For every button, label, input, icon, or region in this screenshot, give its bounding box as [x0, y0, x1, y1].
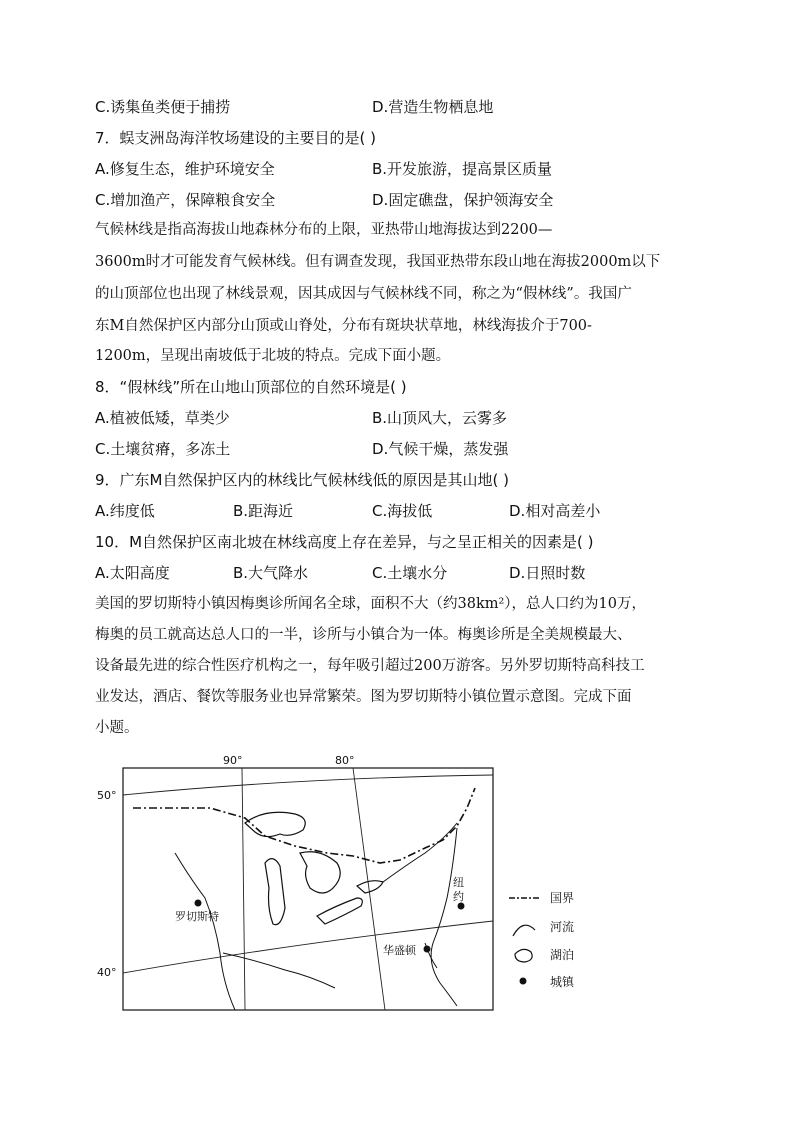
passage2-line: 设备最先进的综合性医疗机构之一，每年吸引超过200万游客。另外罗切斯特高科技工 [95, 658, 645, 674]
ohio-river [223, 953, 335, 988]
q7-option-d: D.固定礁盘，保护领海安全 [372, 191, 554, 209]
passage2-line: 美国的罗切斯特小镇因梅奥诊所闻名全球，面积不大（约38km²），总人口约为10万， [95, 596, 646, 612]
lon-80-label: 80° [335, 754, 355, 767]
passage1-line: 气候林线是指高海拔山地森林分布的上限，亚热带山地海拔达到2200— [95, 222, 553, 238]
q8-stem: 8．“假林线”所在山地山顶部位的自然环境是( ) [95, 378, 407, 396]
q9-option-a: A.纬度低 [95, 502, 155, 520]
lake-ontario [357, 881, 383, 893]
rochester-label: 罗切斯特 [175, 910, 219, 923]
q10-option-b: B.大气降水 [233, 564, 309, 582]
q10-option-d: D.日照时数 [509, 564, 586, 582]
mississippi-river [175, 853, 235, 1010]
legend-river-symbol [513, 925, 535, 936]
passage2-line: 业发达，酒店、餐饮等服务业也异常繁荣。图为罗切斯特小镇位置示意图。完成下面 [95, 689, 632, 705]
q9-option-b: B.距海近 [233, 502, 294, 520]
q10-stem: 10．M自然保护区南北坡在林线高度上存在差异，与之呈正相关的因素是( ) [95, 533, 594, 551]
q10-option-a: A.太阳高度 [95, 564, 170, 582]
st-lawrence-river [383, 823, 457, 882]
passage1-line: 的山顶部位也出现了林线景观，因其成因与气候林线不同，称之为“假林线”。我国广 [95, 286, 632, 302]
latitude-50-line [123, 775, 493, 795]
q8-option-b: B.山顶风大，云雾多 [372, 409, 508, 427]
legend-lake-symbol [515, 949, 532, 962]
lat-50-label: 50° [97, 789, 117, 802]
legend-lake-label: 湖泊 [550, 948, 575, 962]
passage2-line: 小题。 [95, 720, 139, 736]
rochester-location-map [95, 748, 595, 1018]
passage1-line: 3600m时才可能发育气候林线。但有调查发现，我国亚热带东段山地在海拔2000m以下 [95, 254, 661, 270]
lake-huron [300, 852, 340, 893]
passage2-line: 梅奥的员工就高达总人口的一半，诊所与小镇合为一体。梅奥诊所是全美规模最大、 [95, 627, 632, 643]
lake-superior [245, 812, 305, 836]
q6-option-c: C.诱集鱼类便于捕捞 [95, 98, 231, 116]
q7-option-b: B.开发旅游，提高景区质量 [372, 160, 553, 178]
q8-option-a: A.植被低矮，草类少 [95, 409, 230, 427]
legend-border-label: 国界 [550, 891, 575, 905]
lon-90-label: 90° [223, 754, 243, 767]
map-legend [509, 891, 575, 989]
latitude-40-line [123, 921, 493, 973]
lat-40-label: 40° [97, 966, 117, 979]
coast-river [431, 828, 457, 1006]
q8-option-c: C.土壤贫瘠，多冻土 [95, 440, 231, 458]
great-lakes [245, 812, 383, 924]
q8-option-d: D.气候干燥，蒸发强 [372, 440, 509, 458]
q7-option-c: C.增加渔产，保障粮食安全 [95, 191, 276, 209]
q7-option-a: A.修复生态，维护环境安全 [95, 160, 275, 178]
longitude-90-line [242, 768, 245, 1010]
lake-erie [317, 898, 362, 924]
legend-river-label: 河流 [550, 920, 575, 934]
passage1-line: 东M自然保护区内部分山顶或山脊处，分布有斑块状草地，林线海拔介于700- [95, 318, 592, 334]
newyork-label-2: 约 [453, 890, 464, 903]
q9-option-d: D.相对高差小 [509, 502, 601, 520]
legend-town-symbol [520, 978, 527, 985]
q9-stem: 9．广东M自然保护区内的林线比气候林线低的原因是其山地( ) [95, 471, 509, 489]
passage1-line: 1200m，呈现出南坡低于北坡的特点。完成下面小题。 [95, 348, 451, 364]
q6-option-d: D.营造生物栖息地 [372, 98, 494, 116]
legend-town-label: 城镇 [550, 975, 575, 989]
q9-option-c: C.海拔低 [372, 502, 433, 520]
graticule [123, 768, 493, 1010]
lake-michigan [265, 859, 285, 925]
washington-marker [424, 946, 431, 953]
q7-stem: 7．蜈支洲岛海洋牧场建设的主要目的是( ) [95, 129, 377, 147]
newyork-marker [458, 903, 465, 910]
washington-label: 华盛顿 [383, 944, 416, 957]
newyork-label-1: 纽 [453, 876, 464, 889]
map-frame [123, 768, 493, 1010]
longitude-80-line [353, 768, 385, 1010]
rochester-marker [195, 900, 202, 907]
q10-option-c: C.土壤水分 [372, 564, 448, 582]
